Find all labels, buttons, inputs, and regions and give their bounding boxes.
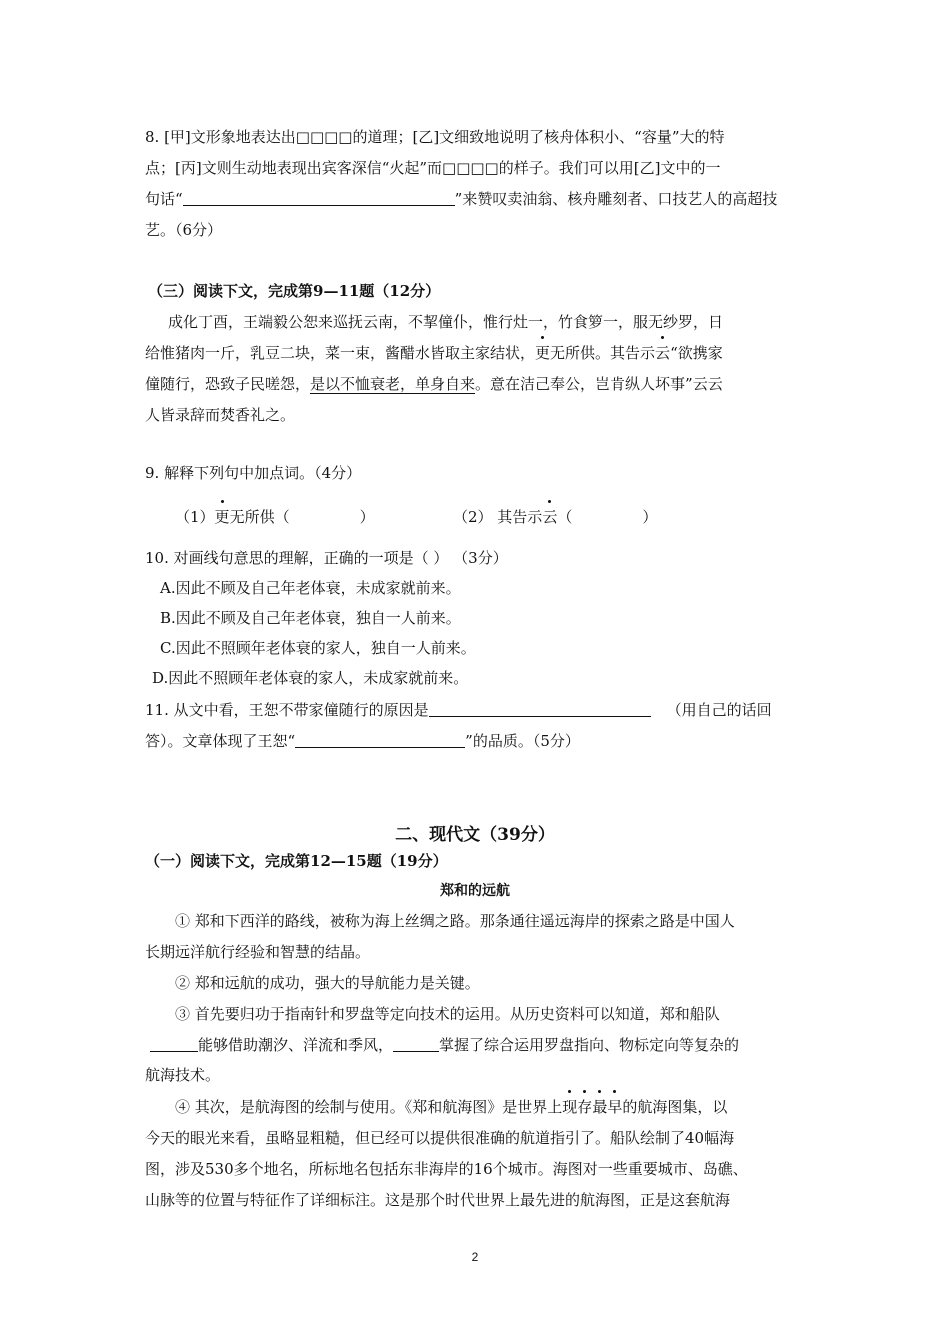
q11-line1-b: （用自己的话回 <box>666 701 772 719</box>
q9-item1 <box>175 506 375 528</box>
q9-item2-text: （2） 其告示 <box>453 508 543 526</box>
dotted-char-xian: 现 <box>562 1098 578 1116</box>
q11-quality-blank[interactable] <box>295 731 465 748</box>
passage-line2-b: 无所供。其告示 <box>550 344 656 362</box>
para3-line3: 航海技术。 <box>145 1066 221 1084</box>
q10-option-a[interactable]: A.因此不顾及自己年老体衰，未成家就前来。 <box>160 579 461 597</box>
q9-item1-text: 无所供（ <box>229 508 290 526</box>
underlined-sentence: 是以不恤衰老，单身自来 <box>310 375 476 393</box>
q10-stem: 10. 对画线句意思的理解，正确的一项是（ ） （3分） <box>145 549 508 567</box>
para3-line2 <box>150 1034 739 1056</box>
para4-line1-b: 的航海图集，以 <box>622 1098 728 1116</box>
passage-line2-a: 给惟猪肉一斤，乳豆二块，菜一束，酱醋水皆取主家结状， <box>145 344 536 362</box>
para4-line1 <box>175 1096 727 1118</box>
para3-line2-b: 掌握了综合运用罗盘指向、物标定向等复杂的 <box>439 1036 740 1054</box>
para3-line1: ③ 首先要归功于指南针和罗盘等定向技术的运用。从历史资料可以知道，郑和船队 <box>175 1005 720 1023</box>
q9-item2-close: ） <box>642 508 658 526</box>
para3-blank2[interactable] <box>393 1035 439 1052</box>
q8-line2: 点；[丙]文则生动地表现出宾客深信“火起”而□□□□的样子。我们可以用[乙]文中的一 <box>145 159 721 177</box>
passage-line1: 成化丁酉，王端毅公恕来巡抚云南，不挈僮仆，惟行灶一，竹食箩一，服无纱罗，日 <box>168 313 724 331</box>
para1-line1: ① 郑和下西洋的路线，被称为海上丝绸之路。那条通往遥远海岸的探索之路是中国人 <box>175 912 735 930</box>
para4-line3: 图，涉及530多个地名，所标地名包括东非海岸的16个城市。海图对一些重要城市、岛礁、 <box>145 1160 748 1178</box>
q11-line1-a: 11. 从文中看，王恕不带家僮随行的原因是 <box>145 701 429 719</box>
q9-item2-dotted: 云 <box>542 508 558 526</box>
q8-line3-end: ”来赞叹卖油翁、核舟雕刻者、口技艺人的高超技 <box>454 190 778 208</box>
q8-line3 <box>145 188 777 210</box>
dotted-char-zao: 早 <box>607 1098 623 1116</box>
q11-line2-b: ”的品质。（5分） <box>465 732 580 750</box>
page-number: 2 <box>471 1250 479 1264</box>
q10-option-d[interactable]: D.因此不照顾年老体衰的家人，未成家就前来。 <box>152 669 469 687</box>
dotted-char-zui: 最 <box>592 1098 608 1116</box>
passage-line3-b: 。意在洁己奉公，岂肯纵人坏事”云云 <box>475 375 723 393</box>
para2: ② 郑和远航的成功，强大的导航能力是关键。 <box>175 974 480 992</box>
q11-line2 <box>145 730 580 752</box>
para3-line2-a: 能够借助潮汐、洋流和季风， <box>198 1036 394 1054</box>
q9-item2 <box>453 506 657 528</box>
q10-option-c[interactable]: C.因此不照顾年老体衰的家人，独自一人前来。 <box>160 639 476 657</box>
q9-item2-open: （ <box>557 508 573 526</box>
q8-answer-blank[interactable] <box>183 189 455 206</box>
part2-subheading: （一）阅读下文，完成第12—15题（19分） <box>145 852 448 870</box>
q10-option-b[interactable]: B.因此不顾及自己年老体衰，独自一人前来。 <box>160 609 461 627</box>
dotted-char-cun: 存 <box>577 1098 593 1116</box>
q9-item1-close: ） <box>359 508 375 526</box>
dotted-char-yun: 云 <box>655 344 671 362</box>
q8-line1: 8. [甲]文形象地表达出□□□□的道理；[乙]文细致地说明了核舟体积小、“容量”大的特 <box>145 128 725 146</box>
q8-line3-start: 句话“ <box>145 190 183 208</box>
passage-line3 <box>145 373 723 395</box>
dotted-char-geng: 更 <box>535 344 551 362</box>
passage-line3-a: 僮随行，恐致子民嗟怨， <box>145 375 311 393</box>
q9-stem: 9. 解释下列句中加点词。（4分） <box>145 464 362 482</box>
section3-heading: （三）阅读下文，完成第9—11题（12分） <box>148 282 441 300</box>
para1-line2: 长期远洋航行经验和智慧的结晶。 <box>145 943 371 961</box>
part2-title: 二、现代文（39分） <box>395 825 555 845</box>
passage-line2-c: “欲携家 <box>670 344 723 362</box>
para4-line4: 山脉等的位置与特征作了详细标注。这是那个时代世界上最先进的航海图，正是这套航海 <box>145 1191 731 1209</box>
q9-item1-dotted: 更 <box>214 508 230 526</box>
q8-line4: 艺。（6分） <box>145 221 223 239</box>
para3-blank1[interactable] <box>150 1035 198 1052</box>
para4-line1-a: ④ 其次，是航海图的绘制与使用。《郑和航海图》是世界上 <box>175 1098 563 1116</box>
q9-item1-num: （1） <box>175 508 215 526</box>
q11-line1 <box>145 699 772 721</box>
q11-reason-blank[interactable] <box>429 700 651 717</box>
para4-line2: 今天的眼光来看，虽略显粗糙，但已经可以提供很准确的航道指引了。船队绘制了40幅海 <box>145 1129 735 1147</box>
q11-line2-a: 答）。文章体现了王恕“ <box>145 732 296 750</box>
passage-line2 <box>145 342 723 364</box>
passage-line4: 人皆录辞而焚香礼之。 <box>145 406 296 424</box>
article-title: 郑和的远航 <box>440 883 510 899</box>
